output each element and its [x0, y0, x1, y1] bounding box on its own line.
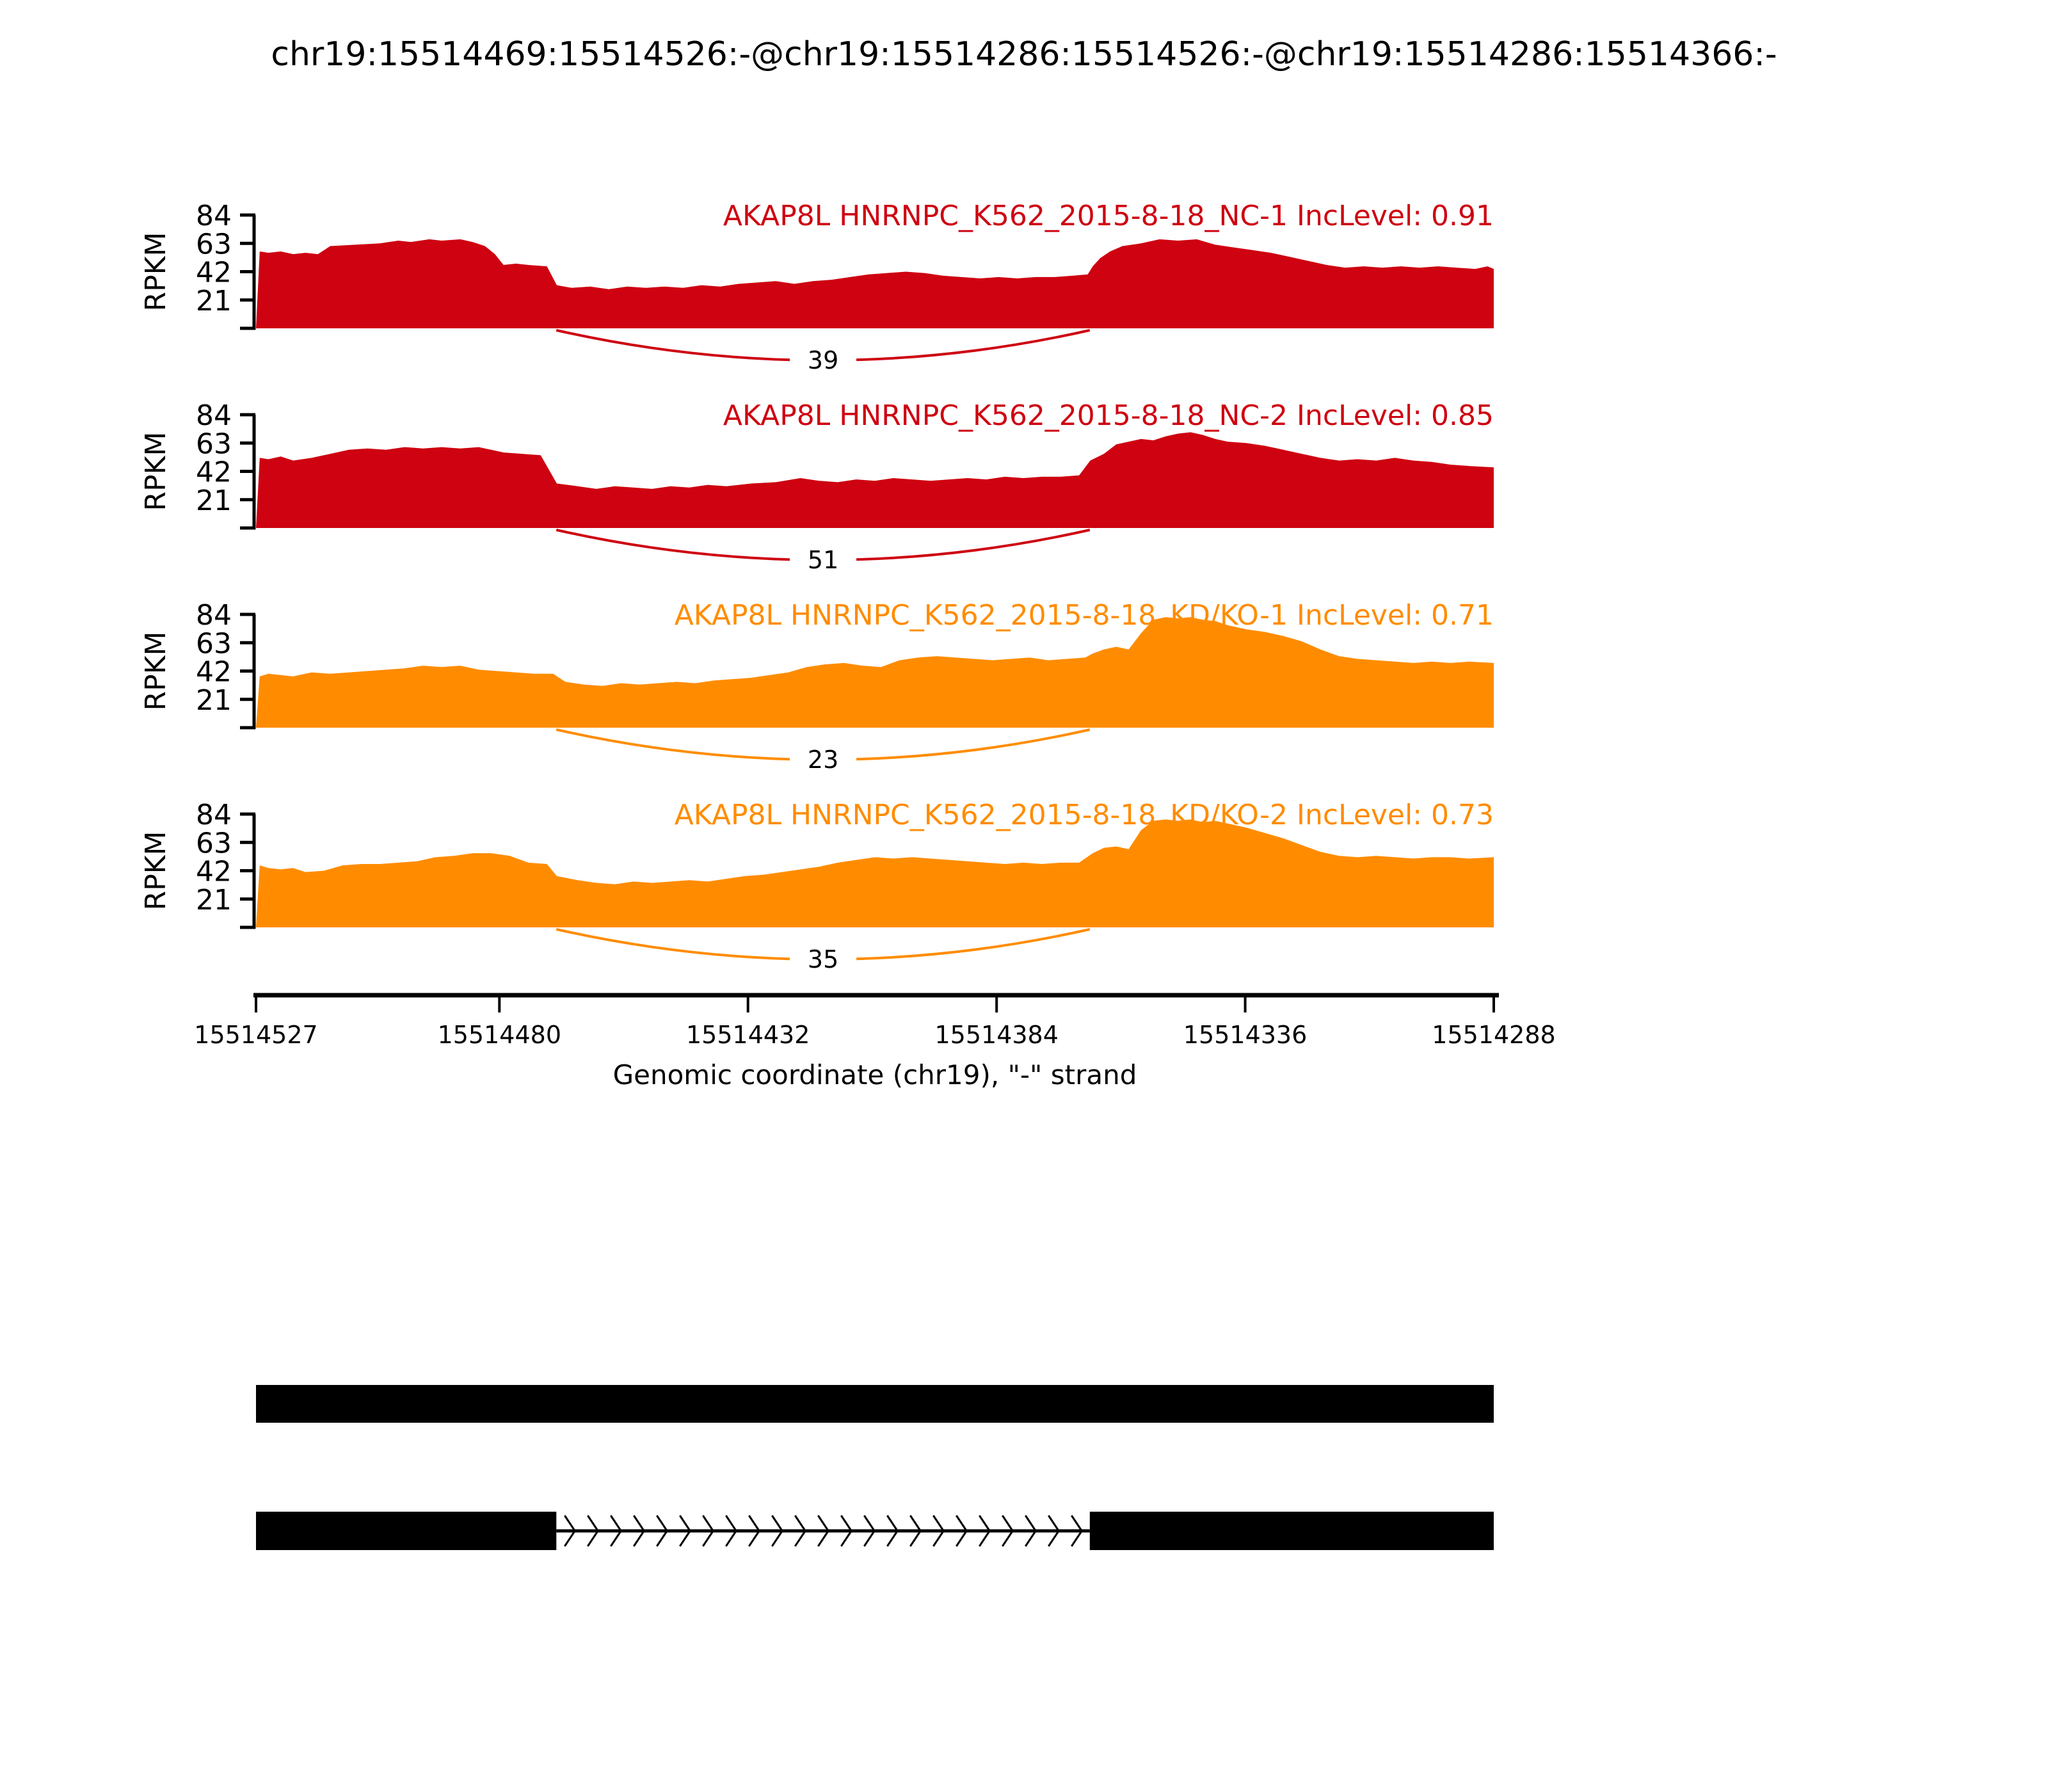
y-tick-label: 63: [196, 228, 232, 261]
track-title: AKAP8L HNRNPC_K562_2015-8-18_NC-1 IncLevel: 0.91: [723, 200, 1494, 232]
coverage-area: [256, 819, 1494, 927]
y-tick-label: 21: [196, 484, 232, 517]
y-tick-label: 42: [196, 456, 232, 489]
coverage-area: [256, 432, 1494, 528]
y-tick-label: 84: [196, 799, 232, 831]
y-tick-label: 84: [196, 200, 232, 232]
isoform-2: [256, 1512, 1494, 1550]
junction-count-label: 39: [807, 346, 839, 374]
y-tick-label: 42: [196, 855, 232, 888]
track-2: [140, 399, 1494, 574]
track-title: AKAP8L HNRNPC_K562_2015-8-18_KD/KO-2 IncLevel: 0.73: [674, 799, 1494, 831]
x-tick-label: 15514384: [934, 1021, 1059, 1049]
junction-count-label: 35: [807, 945, 839, 973]
isoform-1: [256, 1385, 1494, 1423]
y-tick-label: 21: [196, 883, 232, 916]
y-tick-label: 63: [196, 827, 232, 860]
x-tick-label: 15514336: [1183, 1021, 1308, 1049]
y-tick-label: 63: [196, 428, 232, 461]
coverage-area: [256, 239, 1494, 328]
x-tick-label: 15514480: [437, 1021, 562, 1049]
x-tick-label: 15514527: [194, 1021, 318, 1049]
y-tick-label: 21: [196, 684, 232, 717]
x-tick-label: 15514288: [1432, 1021, 1556, 1049]
exon-rect: [256, 1385, 1494, 1423]
y-axis-title: RPKM: [140, 631, 172, 711]
y-tick-label: 84: [196, 599, 232, 632]
track-3: [140, 599, 1494, 774]
track-1: [140, 200, 1494, 374]
x-tick-label: 15514432: [685, 1021, 810, 1049]
y-tick-label: 42: [196, 256, 232, 289]
y-axis-title: RPKM: [140, 431, 172, 511]
junction-count-label: 51: [807, 546, 839, 574]
x-axis-label: Genomic coordinate (chr19), "-" strand: [612, 1059, 1137, 1091]
plot-title: chr19:15514469:15514526:-@chr19:15514286:15514526:-@chr19:15514286:15514366:-: [271, 35, 1777, 74]
track-title: AKAP8L HNRNPC_K562_2015-8-18_NC-2 IncLevel: 0.85: [723, 399, 1494, 432]
y-axis-title: RPKM: [140, 232, 172, 312]
coverage-area: [256, 617, 1494, 728]
junction-count-label: 23: [807, 746, 839, 774]
y-tick-label: 42: [196, 655, 232, 689]
y-tick-label: 21: [196, 284, 232, 317]
exon-rect: [1090, 1512, 1494, 1550]
x-axis: [194, 995, 1555, 1091]
exon-rect: [256, 1512, 556, 1550]
y-tick-label: 84: [196, 399, 232, 432]
track-4: [140, 799, 1494, 973]
y-axis-title: RPKM: [140, 831, 172, 911]
track-title: AKAP8L HNRNPC_K562_2015-8-18_KD/KO-1 IncLevel: 0.71: [674, 599, 1494, 632]
y-tick-label: 63: [196, 627, 232, 660]
